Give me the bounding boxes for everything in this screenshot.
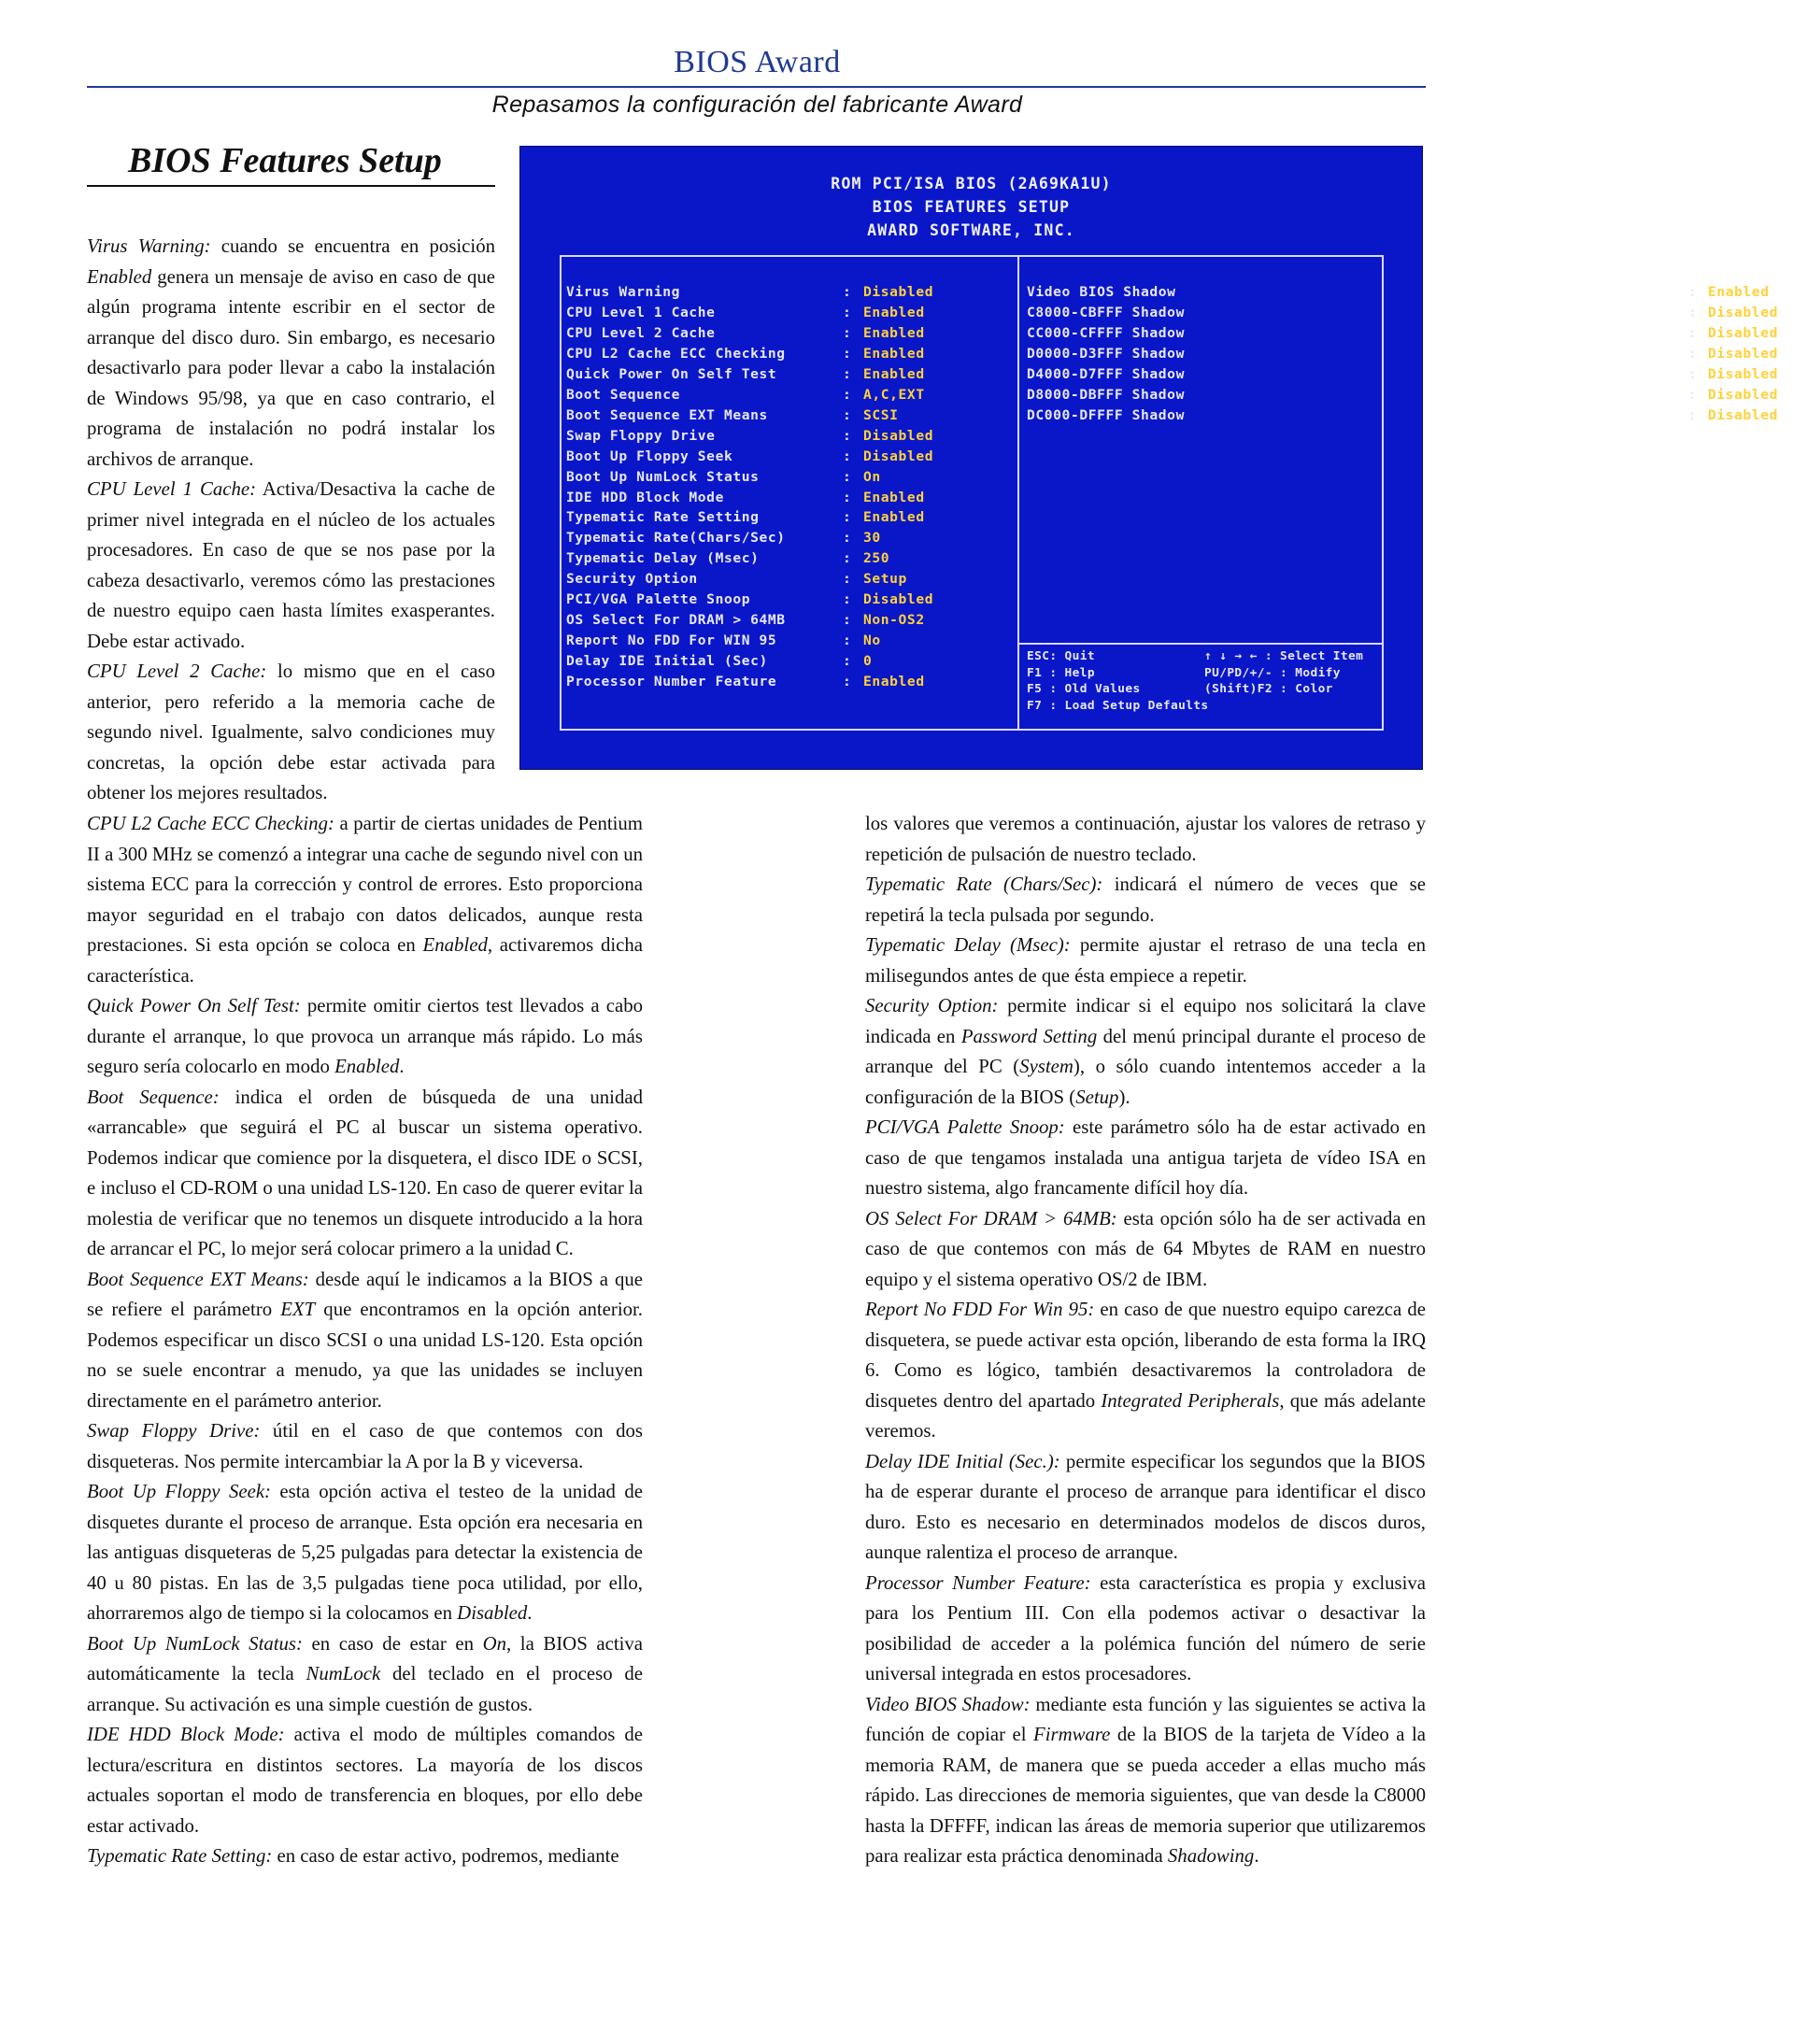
setting-term: Report No FDD For Win 95: (865, 1299, 1095, 1320)
body-text: cuando se encuentra en posición (210, 235, 495, 257)
bios-setting-row[interactable] (1027, 387, 1820, 407)
bios-setting-row[interactable] (566, 305, 975, 325)
body-text: genera un mensaje de aviso en caso de que algún programa intente escribir en el sector de arranque del disco duro. Sin embargo, es necesario desactivarlo para poder llevar a cabo la instalación de Windows 95/98, ya que en caso contrario, el programa de instalación no podrá instalar los archivos de arranque. (87, 265, 495, 470)
body-text: ), o sólo cuando intentemos acceder a la configuración de la BIOS ( (865, 1056, 1427, 1108)
emphasis-text: EXT (280, 1299, 316, 1320)
bios-setting-row[interactable] (566, 653, 975, 674)
bios-setting-value[interactable]: 30 (863, 530, 881, 547)
article-paragraph (865, 991, 1426, 1113)
bios-setting-row[interactable] (566, 571, 975, 591)
bios-setting-separator: : (843, 530, 852, 547)
bios-setting-value[interactable]: Enabled (863, 674, 925, 690)
bios-setting-label: Delay IDE Initial (Sec) (566, 653, 768, 670)
bios-setting-separator: : (1688, 284, 1698, 300)
setting-term: OS Select For DRAM > 64MB: (865, 1207, 1117, 1229)
body-text: permite ajustar el retraso de una tecla en milisegundos antes de que ésta empiece a repetir. (865, 934, 1426, 987)
body-text: lo mismo que en el caso anterior, pero referido a la memoria cache de segundo nivel. Igualmente, salvo condiciones muy concretas, la opción debe estar activada para obtener los mejores resultados. (87, 661, 495, 803)
setting-term: PCI/VGA Palette Snoop: (865, 1116, 1065, 1138)
bios-setting-row[interactable] (1027, 407, 1820, 428)
bios-setting-label: Video BIOS Shadow (1027, 284, 1176, 300)
bios-setting-value[interactable]: No (863, 632, 881, 649)
bios-setting-value[interactable]: Disabled (1708, 345, 1779, 362)
bios-help-line (1027, 682, 1372, 698)
bios-setting-separator: : (843, 448, 852, 464)
article-paragraph (865, 1447, 1426, 1569)
bios-setting-value[interactable]: Enabled (863, 345, 925, 362)
setting-term: Typematic Rate (Chars/Sec): (865, 874, 1103, 895)
setting-term: Delay IDE Initial (Sec.): (865, 1450, 1060, 1472)
setting-term: Boot Up Floppy Seek: (87, 1481, 271, 1502)
bios-setting-separator: : (843, 653, 852, 670)
setting-term: Quick Power On Self Test: (87, 995, 301, 1016)
bios-setting-separator: : (843, 489, 852, 505)
article-paragraph (87, 991, 643, 1083)
article-paragraph (87, 232, 495, 475)
section-title: BIOS Features Setup (128, 141, 442, 180)
bios-setting-row[interactable] (566, 428, 975, 448)
setting-term: IDE HDD Block Mode: (87, 1724, 285, 1745)
bios-setting-label: Processor Number Feature (566, 674, 777, 690)
body-text: indica el orden de búsqueda de una unidad «arrancable» que seguirá el PC al buscar un sistema operativo. Podemos indicar que comience por la disquetera, el disco IDE o SCSI, e incluso el CD-ROM o una unidad LS-120. En caso de querer evitar la molestia de verificar que no tenemos un disquete introducido a la hora de arrancar el PC, lo mejor será colocar primero a la unidad C. (87, 1086, 643, 1259)
bios-column-divider (1017, 257, 1019, 729)
bios-setting-label: Typematic Rate Setting (566, 509, 760, 526)
bios-setting-value[interactable]: Setup (863, 571, 907, 588)
bios-setting-value[interactable]: Disabled (1708, 324, 1779, 341)
bios-setting-row[interactable] (566, 325, 975, 346)
bios-setting-row[interactable] (566, 674, 975, 694)
body-text: de la BIOS de la tarjeta de Vídeo a la memoria RAM, de manera que se pueda acceder a ellas mucho más rápido. Las direcciones de memoria siguientes, que van desde la C8000 hasta la DFFFF, indican las áreas de memoria superior que utilizaremos para realizar esta práctica denominada (865, 1724, 1426, 1867)
bios-setting-row[interactable] (1027, 346, 1820, 366)
bios-setting-value[interactable]: Disabled (863, 427, 934, 444)
body-text: , la BIOS activa automáticamente la tecla (87, 1632, 643, 1684)
bios-setting-label: CPU L2 Cache ECC Checking (566, 345, 786, 362)
body-text: activa el modo de múltiples comandos de lectura/escritura en distintos sectores. La mayoría de los discos actuales soportan el modo de transferencia en bloques, por ello debe estar activado. (87, 1724, 644, 1837)
header-title: BIOS Award (674, 45, 841, 79)
article-paragraph (865, 1204, 1426, 1296)
article-paragraph (87, 1629, 643, 1721)
body-text: ). (1118, 1086, 1130, 1108)
body-text: permite especificar los segundos que la BIOS ha de esperar durante el proceso de arranque para identificar el disco duro. Esto es necesario en determinados modelos de discos duros, aunque ralentiza el proceso de arranque. (865, 1450, 1427, 1563)
body-text: permite indicar si el equipo nos solicitará la clave indicada en (865, 995, 1426, 1047)
bios-setting-row[interactable] (566, 612, 975, 632)
body-text: Activa/Desactiva la cache de primer nivel integrada en el núcleo de los actuales procesadores. En caso de que se nos pase por la cabeza desactivarlo, veremos cómo las prestaciones de nuestro equipo caen hasta límites exasperantes. Debe estar activado. (87, 478, 495, 652)
body-text: en caso de que nuestro equipo carezca de disquetera, se puede activar esta opción, liberando de esta forma la IRQ 6. Como es lógico, también desactivaremos la controladora de disquetes dentro del apartado (865, 1299, 1426, 1412)
article-paragraph (865, 1113, 1426, 1204)
bios-help-line (1027, 649, 1372, 665)
body-text: los valores que veremos a continuación, ajustar los valores de retraso y repetición de pulsación de nuestro teclado. (865, 813, 1426, 865)
setting-term: Typematic Delay (Msec): (865, 934, 1071, 956)
bios-setting-row[interactable] (1027, 366, 1820, 387)
body-text: . (527, 1602, 533, 1624)
bios-setting-value[interactable]: Enabled (863, 304, 925, 320)
article-paragraph (87, 475, 495, 657)
body-text: , activaremos dicha característica. (87, 934, 643, 987)
article-paragraph (87, 1841, 643, 1872)
emphasis-text: Enabled (87, 265, 152, 288)
article-paragraph (865, 1295, 1426, 1447)
body-text: permite omitir ciertos test llevados a cabo durante el arranque, lo que provoca un arranque más rápido. Lo más seguro sería colocarlo en modo (87, 995, 643, 1077)
bios-setting-label: Virus Warning (566, 284, 681, 300)
article-column-top-left (87, 232, 495, 809)
body-text: esta opción activa el testeo de la unidad de disquetes durante el proceso de arranque. Esta opción era necesaria en las antiguas disqueteras de 5,25 pulgadas para detectar la existencia de 40 u 80 pistas. En las de 3,5 pulgadas tiene poca utilidad, por ello, ahorraremos algo de tiempo si la colocamos en (87, 1481, 644, 1624)
setting-term: Boot Sequence EXT Means: (87, 1268, 309, 1290)
setting-term: Boot Sequence: (87, 1086, 220, 1108)
bios-setting-value[interactable]: Enabled (863, 365, 925, 382)
emphasis-text: Integrated Peripherals (1101, 1389, 1280, 1412)
bios-setting-value[interactable]: A,C,EXT (863, 386, 925, 403)
section-title-rule (87, 185, 495, 187)
bios-setting-separator: : (1688, 324, 1698, 341)
emphasis-text: Disabled (457, 1602, 528, 1624)
bios-help-divider (1019, 643, 1382, 645)
bios-screenshot (519, 146, 1779, 770)
body-text: a partir de ciertas unidades de Pentium II a 300 MHz se comenzó a integrar una cache de segundo nivel con un sistema ECC para la corrección y control de errores. Esto proporciona mayor seguridad en el trabajo con datos delicados, aunque resta prestaciones. Si esta opción se coloca en (87, 813, 643, 956)
bios-setting-label: CPU Level 1 Cache (566, 304, 716, 320)
body-text: desde aquí le indicamos a la BIOS a que se refiere el parámetro (87, 1268, 643, 1320)
bios-setting-row[interactable] (566, 469, 975, 490)
bios-setting-label: Report No FDD For WIN 95 (566, 632, 777, 649)
body-text: en caso de estar activo, podremos, mediante (272, 1845, 619, 1867)
bios-setting-separator: : (843, 571, 852, 588)
bios-setting-row[interactable] (566, 366, 975, 387)
article-paragraph (865, 809, 1426, 870)
bios-setting-label: PCI/VGA Palette Snoop (566, 591, 751, 608)
article-paragraph (87, 809, 643, 991)
bios-setting-label: D8000-DBFFF Shadow (1027, 386, 1185, 403)
bios-setting-label: Boot Up Floppy Seek (566, 448, 733, 464)
body-text: , que más adelante veremos. (865, 1389, 1426, 1442)
emphasis-text: NumLock (306, 1663, 381, 1684)
article-paragraph (865, 870, 1426, 931)
bios-setting-value[interactable]: Disabled (863, 448, 934, 464)
bios-setting-separator: : (843, 674, 852, 690)
bios-setting-label: Boot Sequence EXT Means (566, 406, 768, 423)
bios-setting-separator: : (843, 509, 852, 526)
body-text: del teclado en el proceso de arranque. Su activación es una simple cuestión de gustos. (87, 1663, 643, 1715)
bios-setting-value[interactable]: Disabled (1708, 365, 1779, 382)
bios-setting-label: Security Option (566, 571, 698, 588)
bios-setting-row[interactable] (1027, 305, 1820, 325)
bios-setting-label: D4000-D7FFF Shadow (1027, 365, 1185, 382)
bios-setting-value[interactable]: Enabled (1708, 284, 1770, 300)
setting-term: Video BIOS Shadow: (865, 1693, 1031, 1715)
article-paragraph (87, 1416, 643, 1477)
bios-setting-value[interactable]: Enabled (863, 489, 925, 505)
bios-setting-row[interactable] (566, 591, 975, 612)
body-text: en caso de estar en (302, 1632, 483, 1655)
setting-term: CPU L2 Cache ECC Checking: (87, 813, 334, 834)
bios-setting-row[interactable] (566, 346, 975, 366)
bios-help-line (1027, 666, 1372, 682)
emphasis-text: Enabled (422, 934, 488, 956)
bios-setting-separator: : (843, 406, 852, 423)
setting-term: Virus Warning: (87, 235, 211, 257)
body-text: esta característica es propia y exclusiva para los Pentium III. Con ella podemos activar o desactivar la posibilidad de acceder a la polémica función del número de serie universal integrada en estos procesadores. (865, 1571, 1426, 1684)
emphasis-text: Password Setting (960, 1025, 1098, 1047)
bios-setting-value[interactable]: Disabled (1708, 406, 1779, 423)
body-text: útil en el caso de que contemos con dos disqueteras. Nos permite intercambiar la A por la B y viceversa. (87, 1420, 643, 1472)
setting-term: Boot Up NumLock Status: (87, 1632, 303, 1655)
bios-setting-separator: : (843, 386, 852, 403)
body-text: que encontramos en la opción anterior. Podemos especificar un disco SCSI o una unidad LS-120. Esta opción no se suele encontrar a menudo, ya que las unidades se incluyen directamente en el parámetro anterior. (87, 1299, 643, 1412)
bios-setting-separator: : (843, 284, 852, 300)
bios-setting-value[interactable]: 250 (863, 550, 890, 567)
article-paragraph (865, 1569, 1426, 1690)
setting-term: CPU Level 1 Cache: (87, 478, 257, 500)
bios-setting-separator: : (1688, 365, 1698, 382)
bios-setting-value[interactable]: SCSI (863, 406, 899, 423)
bios-setting-row[interactable] (566, 284, 975, 305)
setting-term: CPU Level 2 Cache: (87, 661, 267, 682)
bios-help-line (1027, 699, 1372, 715)
bios-setting-separator: : (1688, 304, 1698, 320)
bios-setting-value[interactable]: Disabled (863, 284, 934, 300)
bios-setting-label: Quick Power On Self Test (566, 365, 777, 382)
bios-setting-label: CC000-CFFFF Shadow (1027, 324, 1185, 341)
header-rule (87, 86, 1426, 88)
emphasis-text: Firmware (1033, 1724, 1111, 1745)
bios-help-key: F7 : Load Setup Defaults (1027, 698, 1209, 713)
bios-setting-value[interactable]: Disabled (1708, 304, 1779, 320)
bios-setting-row[interactable] (566, 509, 975, 530)
article-column-right (865, 809, 1426, 1872)
article-paragraph (87, 1083, 643, 1265)
bios-setting-separator: : (843, 304, 852, 320)
bios-setting-row[interactable] (566, 387, 975, 407)
emphasis-text: On (482, 1632, 506, 1655)
bios-setting-separator: : (843, 591, 852, 608)
bios-setting-value[interactable]: 0 (863, 653, 873, 670)
bios-setting-value[interactable]: Disabled (863, 591, 934, 608)
bios-setting-label: Boot Up NumLock Status (566, 468, 760, 485)
bios-setting-separator: : (1688, 386, 1698, 403)
bios-setting-label: Typematic Rate(Chars/Sec) (566, 530, 786, 547)
body-text: del menú principal durante el proceso de arranque del PC ( (865, 1025, 1426, 1077)
bios-help-desc: PU/PD/+/- : Modify (1204, 665, 1341, 680)
emphasis-text: Enabled (334, 1056, 400, 1077)
bios-setting-label: DC000-DFFFF Shadow (1027, 406, 1185, 423)
emphasis-text: Shadowing (1167, 1845, 1255, 1867)
bios-setting-row[interactable] (566, 490, 975, 510)
bios-setting-label: Swap Floppy Drive (566, 427, 716, 444)
bios-setting-value[interactable]: Enabled (863, 324, 925, 341)
bios-setting-label: C8000-CBFFF Shadow (1027, 304, 1185, 320)
bios-setting-row[interactable] (1027, 325, 1820, 346)
body-text: . (399, 1056, 405, 1077)
article-paragraph (865, 1690, 1426, 1872)
setting-term: Security Option: (865, 995, 999, 1016)
emphasis-text: System (1019, 1056, 1074, 1077)
bios-setting-label: D0000-D3FFF Shadow (1027, 345, 1185, 362)
bios-setting-label: CPU Level 2 Cache (566, 324, 716, 341)
bios-setting-row[interactable] (566, 407, 975, 428)
bios-setting-row[interactable] (1027, 284, 1820, 305)
article-paragraph (865, 931, 1426, 991)
bios-setting-separator: : (843, 550, 852, 567)
bios-setting-separator: : (843, 345, 852, 362)
article-paragraph (87, 1265, 643, 1417)
bios-settings-frame (560, 255, 1779, 731)
bios-setting-value[interactable]: Non-OS2 (863, 612, 925, 629)
bios-help-key: ESC: Quit (1027, 649, 1095, 663)
bios-setting-row[interactable] (566, 550, 975, 571)
bios-title-line: BIOS FEATURES SETUP (872, 198, 1071, 216)
bios-help-desc: ↑ ↓ → ← : Select Item (1204, 649, 1364, 663)
bios-setting-separator: : (843, 612, 852, 629)
bios-setting-separator: : (843, 427, 852, 444)
bios-setting-value[interactable]: Disabled (1708, 386, 1779, 403)
body-text: esta opción sólo ha de ser activada en caso de que contemos con más de 64 Mbytes de RAM en nuestro equipo y el sistema operativo OS/2 de IBM. (865, 1207, 1426, 1290)
article-paragraph (87, 1720, 643, 1841)
setting-term: Swap Floppy Drive: (87, 1420, 261, 1442)
bios-setting-separator: : (843, 324, 852, 341)
bios-setting-value[interactable]: Enabled (863, 509, 925, 526)
bios-title-line: ROM PCI/ISA BIOS (2A69KA1U) (831, 175, 1112, 192)
bios-setting-label: OS Select For DRAM > 64MB (566, 612, 786, 629)
body-text: indicará el número de veces que se repetirá la tecla pulsada por segundo. (865, 874, 1426, 926)
bios-setting-separator: : (1688, 345, 1698, 362)
bios-setting-separator: : (843, 468, 852, 485)
bios-setting-label: Typematic Delay (Msec) (566, 550, 760, 567)
bios-setting-label: Boot Sequence (566, 386, 681, 403)
bios-setting-row[interactable] (566, 530, 975, 550)
bios-setting-row[interactable] (566, 448, 975, 469)
setting-term: Typematic Rate Setting: (87, 1845, 273, 1867)
bios-setting-row[interactable] (566, 632, 975, 653)
bios-setting-separator: : (843, 365, 852, 382)
setting-term: Processor Number Feature: (865, 1571, 1091, 1594)
bios-setting-separator: : (1688, 406, 1698, 423)
article-column-left (87, 809, 643, 1872)
article-paragraph (87, 1477, 643, 1629)
article-paragraph (87, 657, 495, 809)
bios-setting-label: IDE HDD Block Mode (566, 489, 724, 505)
bios-setting-value[interactable]: On (863, 468, 881, 485)
header-subtitle: Repasamos la configuración del fabricante Award (491, 92, 1023, 118)
body-text: mediante esta función y las siguientes se activa la función de copiar el (865, 1693, 1426, 1745)
body-text: este parámetro sólo ha de estar activado en caso de que tengamos instalada una antigua tarjeta de vídeo ISA en nuestro sistema, algo francamente difícil hoy día. (865, 1116, 1427, 1199)
bios-help-key: F1 : Help (1027, 665, 1095, 680)
emphasis-text: Setup (1075, 1086, 1119, 1108)
bios-help-desc: (Shift)F2 : Color (1204, 682, 1333, 696)
body-text: . (1254, 1845, 1259, 1867)
bios-help-key: F5 : Old Values (1027, 682, 1141, 696)
bios-title-line: AWARD SOFTWARE, INC. (867, 221, 1075, 239)
bios-setting-separator: : (843, 632, 852, 649)
